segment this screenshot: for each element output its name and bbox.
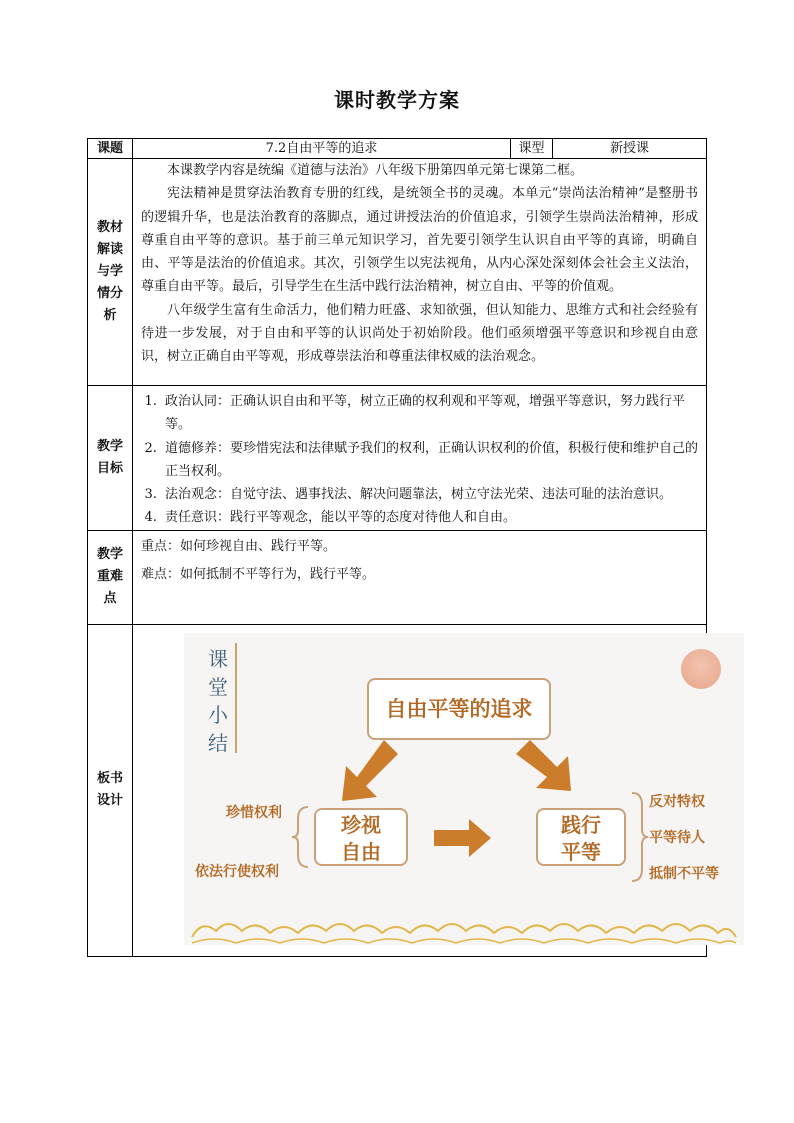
key-points-label: 教学 重难 点 [88,530,133,624]
main-topic-box: 自由平等的追求 [367,678,551,740]
goal-item: 1. 政治认同：正确认识自由和平等，树立正确的权利观和平等观，增强平等意识，努力践行平等。 [161,390,698,437]
lesson-plan-table [87,138,719,957]
board-design-panel [184,633,744,945]
right-bracket-icon [632,793,648,881]
goals-row [88,386,707,531]
board-content [133,624,719,956]
focus-point: 重点：如何珍视自由、践行平等。 [141,538,337,554]
left-bracket-icon [292,807,308,867]
right-item-1: 反对特权 [649,793,705,810]
type-value: 新授课 [553,139,707,159]
right-item-3: 抵制不平等 [649,865,719,882]
brackets-graphic [184,633,744,945]
goal-item: 3. 法治观念：自觉守法、遇事找法、解决问题靠法，树立守法光荣、违法可耻的法治意识。 [161,483,698,506]
analysis-paragraph-2: 宪法精神是贯穿法治教育专册的红线，是统领全书的灵魂。本单元“崇尚法治精神”是整册书的逻辑升华，也是法治教育的落脚点，通过讲授法治的价值追求，引领学生崇尚法治精神，形成尊重自由平等的意识。基于前三单元知识学习，首先要引领学生认识自由平等的真谛，明确自由、平等是法治的价值追求。其次，引领学生以宪法视角，从内心深处深刻体会社会主义法治，尊重自由平等。最后，引导学生在生活中践行法治精神，树立自由、平等的价值观。 [141,186,698,295]
key-points-content [133,530,707,624]
right-item-2: 平等待人 [649,829,705,846]
cherish-freedom-box: 珍视 自由 [314,808,408,866]
board-label: 板书 设计 [88,624,133,956]
left-item-1: 珍惜权利 [226,804,282,821]
cloud-border-decoration [184,915,744,945]
document-title: 课时教学方案 [334,88,460,112]
left-item-2: 依法行使权利 [195,863,279,880]
practice-equality-box: 践行 平等 [536,808,626,866]
side-title: 课 堂 小 结 [208,646,228,755]
goal-item: 2. 道德修养：要珍惜宪法和法律赋予我们的权利，正确认识权利的价值，积极行使和维护自己的正当权利。 [161,437,698,484]
goals-label: 教学 目标 [88,386,133,531]
goals-list [133,386,706,530]
difficulty-point: 难点：如何抵制不平等行为，践行平等。 [141,566,376,582]
analysis-paragraph-3: 八年级学生富有生命活力，他们精力旺盛、求知欲强，但认知能力、思维方式和社会经验有待进一步发展，对于自由和平等的认识尚处于初始阶段。他们亟须增强平等意识和珍视自由意识，树立正确自由平等观，形成尊崇法治和尊重法律权威的法治观念。 [141,302,698,365]
analysis-label: 教材 解读 与学 情分 析 [88,159,133,386]
label-type: 课型 [511,139,553,159]
topic-value: 7.2自由平等的追求 [133,139,511,159]
analysis-paragraph-1: 本课教学内容是统编《道德与法治》八年级下册第四单元第七课第二框。 [167,163,584,178]
header-row [88,139,707,159]
analysis-content [133,159,707,386]
analysis-row [88,159,707,386]
goals-content [133,386,707,531]
key-points-row [88,530,707,624]
board-row [88,624,707,956]
label-topic: 课题 [88,139,133,159]
goal-item: 4. 责任意识：践行平等观念，能以平等的态度对待他人和自由。 [161,506,698,529]
